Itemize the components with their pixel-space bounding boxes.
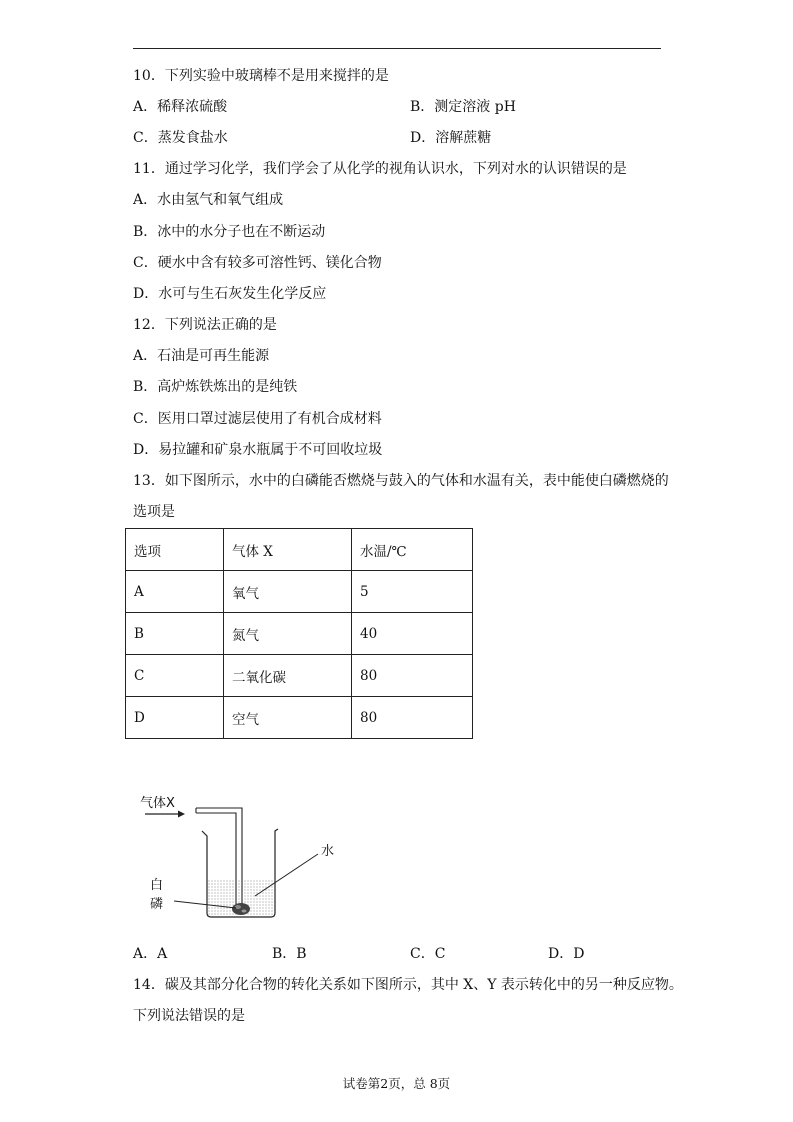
q10-option-c: C．蒸发食盐水 <box>133 130 228 146</box>
table-row <box>126 571 473 613</box>
phosphorus-label-top: 白 <box>150 878 164 893</box>
table-cell: D <box>126 697 224 739</box>
phosphorus-label-bottom: 磷 <box>150 897 164 912</box>
beaker-figure <box>130 784 350 924</box>
q12-option-b: B．高炉炼铁炼出的是纯铁 <box>133 379 298 395</box>
q10-option-a: A．稀释浓硫酸 <box>133 99 228 115</box>
q11-stem: 11．通过学习化学，我们学会了从化学的视角认识水，下列对水的认识错误的是 <box>133 161 627 177</box>
q10-option-b: B．测定溶液 pH <box>410 99 516 115</box>
table-cell: 氧气 <box>224 571 352 613</box>
table-header-cell: 水温/℃ <box>352 529 473 571</box>
gas-x-label: 气体X <box>140 796 175 811</box>
q14-stem-line2: 下列说法错误的是 <box>133 1008 245 1024</box>
table-cell: A <box>126 571 224 613</box>
q12-stem: 12．下列说法正确的是 <box>133 317 277 333</box>
q12-option-d: D．易拉罐和矿泉水瓶属于不可回收垃圾 <box>133 442 383 458</box>
q12-option-c: C．医用口罩过滤层使用了有机合成材料 <box>133 411 382 427</box>
q13-stem-line1: 13．如下图所示，水中的白磷能否燃烧与鼓入的气体和水温有关，表中能使白磷燃烧的 <box>133 473 669 489</box>
q13-answer-b: B．B <box>272 946 307 962</box>
table-cell: 5 <box>352 571 473 613</box>
table-cell: 氮气 <box>224 613 352 655</box>
q13-stem-line2: 选项是 <box>133 504 175 520</box>
phosphorus-lump <box>232 903 250 915</box>
q13-answer-c: C．C <box>410 946 446 962</box>
water-leader-line <box>255 854 318 896</box>
table-row <box>126 613 473 655</box>
table-cell: 40 <box>352 613 473 655</box>
table-row <box>126 697 473 739</box>
page-footer: 试卷第2页，总 8页 <box>342 1076 451 1091</box>
header-rule <box>133 48 661 49</box>
q11-option-a: A．水由氢气和氧气组成 <box>133 192 284 208</box>
q11-option-d: D．水可与生石灰发生化学反应 <box>133 286 327 302</box>
q13-answer-a: A．A <box>133 946 168 962</box>
q12-option-a: A．石油是可再生能源 <box>133 348 270 364</box>
table-header-cell: 选项 <box>126 529 224 571</box>
table-cell: 二氧化碳 <box>224 655 352 697</box>
table-header-cell: 气体 X <box>224 529 352 571</box>
table-cell: B <box>126 613 224 655</box>
q13-options-table <box>125 528 473 739</box>
table-header-row <box>126 529 473 571</box>
table-row <box>126 655 473 697</box>
q13-answer-d: D．D <box>548 946 585 962</box>
q11-option-c: C．硬水中含有较多可溶性钙、镁化合物 <box>133 255 382 271</box>
q10-stem: 10．下列实验中玻璃棒不是用来搅拌的是 <box>133 68 389 84</box>
gas-arrowhead-icon <box>178 811 185 818</box>
q14-stem-line1: 14．碳及其部分化合物的转化关系如下图所示，其中 X、Y 表示转化中的另一种反应物。 <box>133 977 683 993</box>
table-cell: 80 <box>352 655 473 697</box>
table-cell: 80 <box>352 697 473 739</box>
table-cell: 空气 <box>224 697 352 739</box>
q11-option-b: B．冰中的水分子也在不断运动 <box>133 224 326 240</box>
table-cell: C <box>126 655 224 697</box>
water-label: 水 <box>321 844 335 859</box>
q10-option-d: D．溶解蔗糖 <box>410 130 492 146</box>
